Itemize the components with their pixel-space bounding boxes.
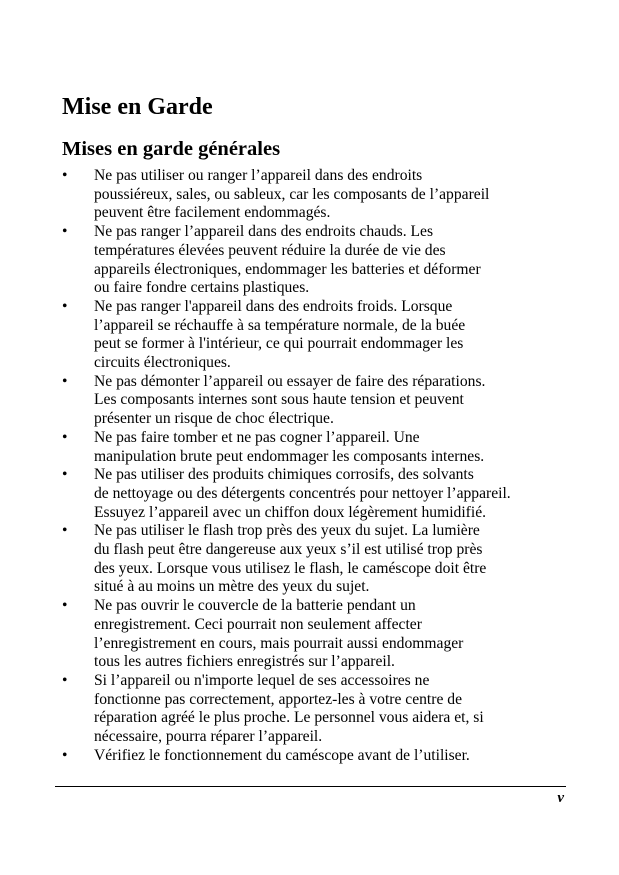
warning-text-line: fonctionne pas correctement, apportez-les à votre centre de — [94, 690, 462, 708]
bullet-marker: • — [62, 466, 68, 484]
warning-text-line: l’enregistrement en cours, mais pourrait aussi endommager — [94, 634, 464, 652]
warning-text-line: Vérifiez le fonctionnement du caméscope avant de l’utiliser. — [94, 746, 470, 764]
warning-text-line: des yeux. Lorsque vous utilisez le flash, le caméscope doit être — [94, 559, 487, 577]
bullet-marker: • — [62, 372, 68, 390]
warning-text-line: manipulation brute peut endommager les composants internes. — [94, 447, 485, 465]
warning-list-item — [62, 747, 567, 766]
bullet-marker: • — [62, 297, 68, 315]
warning-text-line: températures élevées peuvent réduire la durée de vie des — [94, 241, 446, 259]
warning-list-item — [62, 672, 567, 747]
warning-text-line: nécessaire, pourra réparer l’appareil. — [94, 728, 323, 746]
warning-text-line: Les composants internes sont sous haute tension et peuvent — [94, 391, 464, 409]
warning-text-line: Ne pas ranger l’appareil dans des endroits chauds. Les — [94, 223, 434, 241]
bullet-marker: • — [62, 746, 68, 764]
bullet-marker: • — [62, 522, 68, 540]
warning-text-line: Ne pas utiliser ou ranger l’appareil dans des endroits — [94, 167, 423, 184]
warning-text-line: ou faire fondre certains plastiques. — [94, 279, 310, 297]
warning-list-item — [62, 429, 567, 466]
warning-list-item — [62, 373, 567, 429]
warning-text-line: Ne pas ranger l'appareil dans des endroits froids. Lorsque — [94, 297, 453, 315]
warning-list-item — [62, 298, 567, 373]
warning-text-line: Ne pas démonter l’appareil ou essayer de faire des réparations. — [94, 372, 486, 390]
footer-divider — [55, 786, 566, 787]
warning-text-line: poussiéreux, sales, ou sableux, car les composants de l’appareil — [94, 185, 490, 203]
warning-list-item — [62, 466, 567, 522]
warning-text-line: Ne pas utiliser des produits chimiques corrosifs, des solvants — [94, 466, 474, 484]
warning-text-line: de nettoyage ou des détergents concentrés pour nettoyer l’appareil. — [94, 484, 511, 502]
warning-text-line: présenter un risque de choc électrique. — [94, 410, 334, 428]
section-title: Mises en garde générales — [62, 138, 281, 160]
warning-text-line: peut se former à l'intérieur, ce qui pourrait endommager les — [94, 335, 464, 353]
bullet-marker: • — [62, 671, 68, 689]
warning-text-line: l’appareil se réchauffe à sa température normale, de la buée — [94, 316, 466, 334]
bullet-marker: • — [62, 597, 68, 615]
warning-text-line: enregistrement. Ceci pourrait non seulement affecter — [94, 615, 422, 633]
warning-text-line: du flash peut être dangereuse aux yeux s’il est utilisé trop près — [94, 541, 483, 559]
warning-text-line: situé à au moins un mètre des yeux du sujet. — [94, 578, 370, 596]
warning-text-line: réparation agréé le plus proche. Le personnel vous aidera et, si — [94, 709, 484, 727]
warning-text-line: Essuyez l’appareil avec un chiffon doux légèrement humidifié. — [94, 503, 487, 521]
page-number: v — [557, 790, 564, 806]
warning-text-line: tous les autres fichiers enregistrés sur l’appareil. — [94, 653, 395, 671]
warning-text-line: peuvent être facilement endommagés. — [94, 204, 331, 222]
warning-list — [62, 167, 567, 766]
page-title: Mise en Garde — [62, 94, 213, 120]
warning-list-item — [62, 597, 567, 672]
warning-text-line: Ne pas faire tomber et ne pas cogner l’appareil. Une — [94, 428, 420, 446]
warning-text-line: Si l’appareil ou n'importe lequel de ses accessoires ne — [94, 671, 430, 689]
warning-list-item — [62, 223, 567, 298]
bullet-marker: • — [62, 428, 68, 446]
warning-text-line: Ne pas utiliser le flash trop près des yeux du sujet. La lumière — [94, 522, 480, 540]
bullet-marker: • — [62, 167, 68, 184]
warning-text-line: circuits électroniques. — [94, 354, 231, 372]
bullet-marker: • — [62, 223, 68, 241]
warning-text-line: Ne pas ouvrir le couvercle de la batterie pendant un — [94, 597, 416, 615]
warning-list-item — [62, 167, 567, 223]
warning-text-line: appareils électroniques, endommager les batteries et déformer — [94, 260, 481, 278]
warning-list-item — [62, 522, 567, 597]
